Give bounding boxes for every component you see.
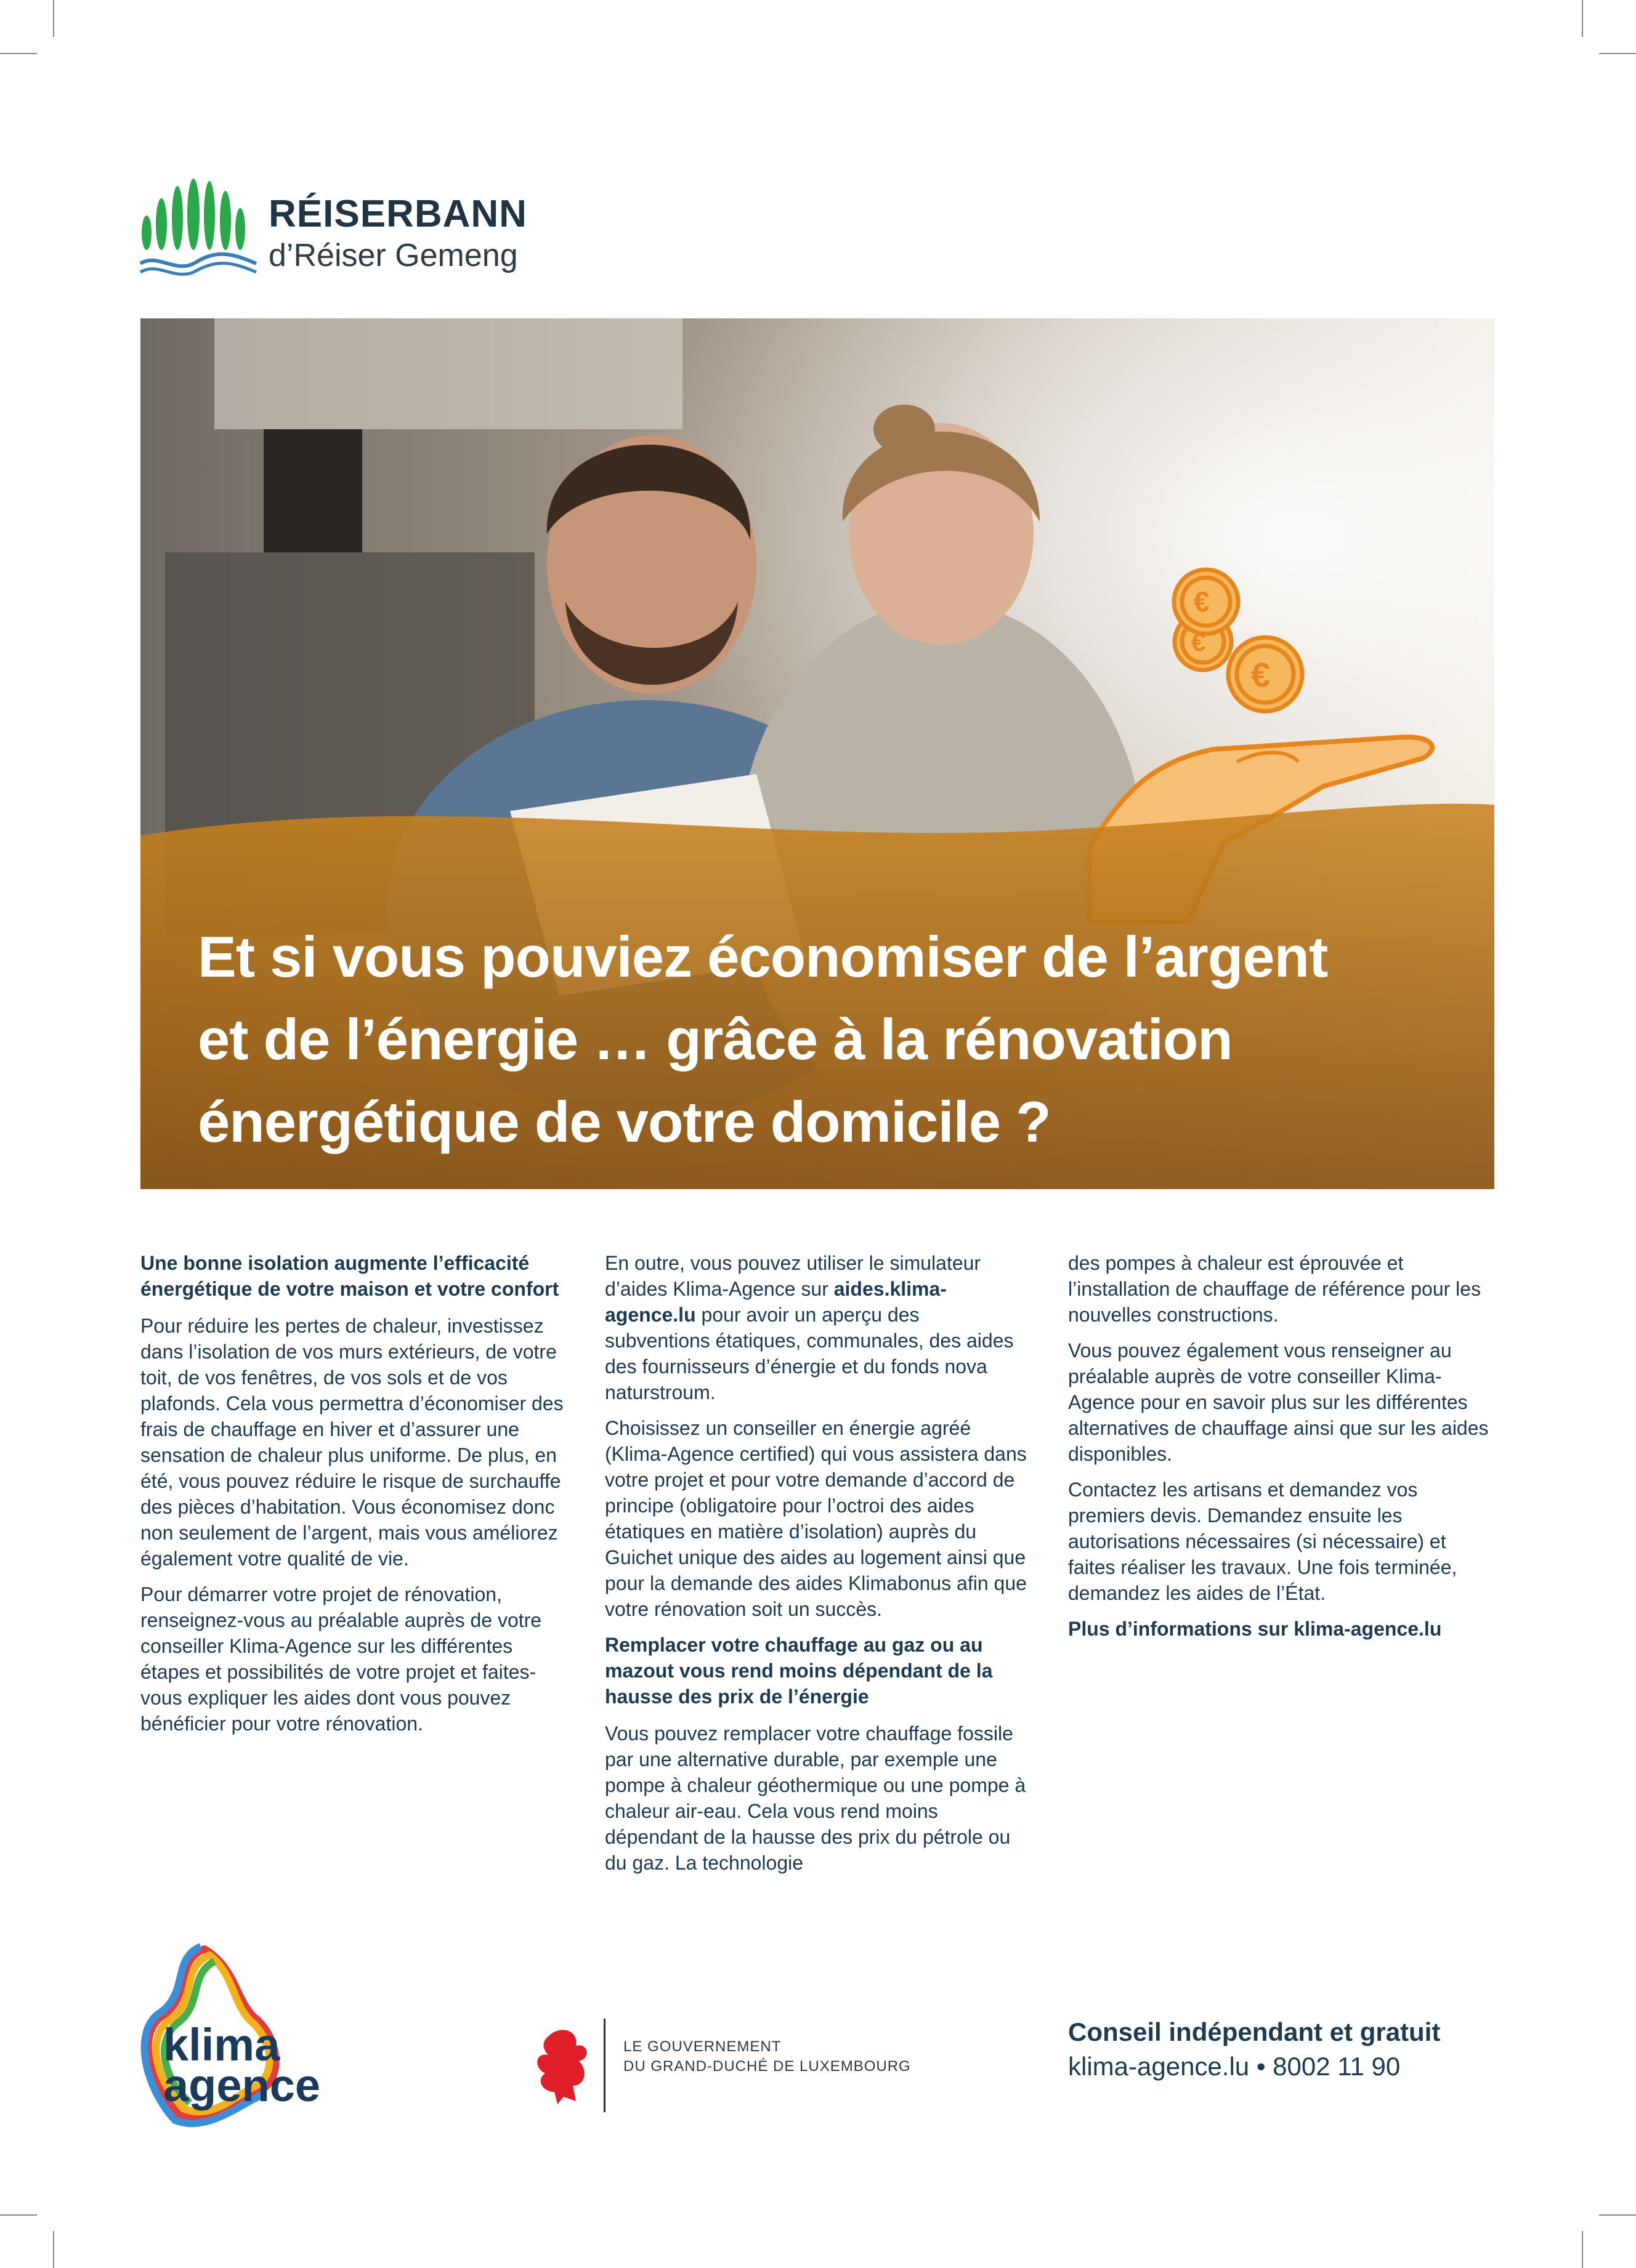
government-name — [623, 2037, 911, 2076]
paragraph — [605, 1250, 1030, 1405]
wordmark-line-1: klima — [163, 2019, 280, 2070]
gov-line-2: DU GRAND-DUCHÉ DE LUXEMBOURG — [623, 2058, 911, 2075]
gov-line-1: LE GOUVERNEMENT — [623, 2038, 782, 2055]
crop-mark — [0, 53, 37, 54]
text-column-1 — [140, 1250, 565, 1746]
crop-mark — [1599, 2214, 1636, 2216]
reiserbann-logo — [139, 160, 533, 283]
headline-line-2: et de l’énergie … grâce à la rénovation — [198, 1007, 1233, 1071]
contact-info[interactable]: klima-agence.lu • 8002 11 90 — [1068, 2052, 1401, 2081]
reiserbann-forest-icon — [139, 160, 262, 283]
headline-line-3: énergétique de votre domicile ? — [198, 1089, 1051, 1154]
wordmark-line-2: agence — [163, 2060, 321, 2111]
paragraph-text: En outre, vous pouvez utiliser le simulateur d’aides Klima-Agence sur — [605, 1252, 981, 1300]
text-column-2 — [605, 1250, 1030, 1886]
crop-mark — [1599, 53, 1636, 54]
paragraph: des pompes à chaleur est éprouvée et l’installation de chauffage de référence pour les nouvelles constructions. — [1068, 1252, 1481, 1326]
headline-line-1: Et si vous pouviez économiser de l’argent — [198, 924, 1328, 989]
red-lion-icon — [530, 2024, 597, 2110]
more-info-link[interactable]: Plus d’informations sur klima-agence.lu — [1068, 1618, 1442, 1640]
paragraph: Pour réduire les pertes de chaleur, investissez dans l’isolation de vos murs extérieurs, de votre toit, de vos fenêtres, de vos sols et de vos plafonds. Cela vous permettra d’économiser des frais de chauffage en hiver et d’assurer une sensation de chaleur plus uniforme. De plus, en été, vous pouvez réduire le risque de surchauffe des pièces d’habitation. Vous économisez donc non seulement de l’argent, mais vous améliorez également votre qualité de vie. — [140, 1315, 564, 1570]
crop-mark — [53, 2231, 54, 2268]
euro-icon: € — [1191, 628, 1206, 656]
klima-agence-wordmark — [163, 2019, 321, 2111]
crop-mark — [1582, 2231, 1583, 2268]
simulator-link[interactable]: aides.klima-agence.lu — [605, 1278, 947, 1326]
divider — [604, 2019, 605, 2112]
text-column-3 — [1068, 1250, 1493, 1653]
advice-title: Conseil indépendant et gratuit — [1068, 2017, 1441, 2046]
euro-icon: € — [1194, 586, 1210, 618]
section-heading-insulation: Une bonne isolation augmente l’efficacité énergétique de votre maison et votre confort — [140, 1252, 559, 1300]
section-heading-heating: Remplacer votre chauffage au gaz ou au mazout vous rend moins dépendant de la hausse des prix de l’énergie — [605, 1634, 993, 1708]
contact-block — [1068, 2015, 1440, 2084]
euro-icon: € — [1251, 655, 1271, 694]
headline — [198, 916, 1460, 1163]
logo-subtitle: d’Réiser Gemeng — [269, 238, 518, 273]
crop-mark — [0, 2214, 37, 2216]
paragraph: Vous pouvez remplacer votre chauffage fossile par une alternative durable, par exemple une pompe à chaleur géothermique ou une pompe à chaleur air-eau. Cela vous rend moins dépendant de la hausse des prix du pétrole ou du gaz. La technologie — [605, 1722, 1026, 1874]
paragraph-text: pour avoir un aperçu des subventions étatiques, communales, des aides des fournisseurs d’énergie et du fonds nova naturstroum. — [605, 1304, 1014, 1403]
crop-mark — [53, 0, 54, 37]
crop-mark — [1582, 0, 1583, 37]
hero-banner — [140, 318, 1494, 1189]
paragraph: Vous pouvez également vous renseigner au préalable auprès de votre conseiller Klima-Agence pour en savoir plus sur les différentes alternatives de chauffage ainsi que sur les aides disponibles. — [1068, 1339, 1489, 1465]
logo-title: RÉISERBANN — [269, 193, 527, 235]
paragraph: Contactez les artisans et demandez vos premiers devis. Demandez ensuite les autorisations nécessaires (si nécessaire) et faites réaliser les travaux. Une fois terminée, demandez les aides de l’État. — [1068, 1479, 1457, 1604]
paragraph: Choisissez un conseiller en énergie agréé (Klima-Agence certified) qui vous assistera dans votre projet et pour votre demande d’accord de principe (obligatoire pour l’octroi des aides étatiques en matière d’isolation) auprès du Guichet unique des aides au logement ainsi que pour la demande des aides Klimabonus afin que votre rénovation soit un succès. — [605, 1417, 1027, 1620]
paragraph: Pour démarrer votre projet de rénovation, renseignez-vous au préalable auprès de votre conseiller Klima-Agence sur les différentes étapes et possibilités de votre projet et faites-vous expliquer les aides dont vous pouvez bénéficier pour votre rénovation. — [140, 1583, 542, 1735]
